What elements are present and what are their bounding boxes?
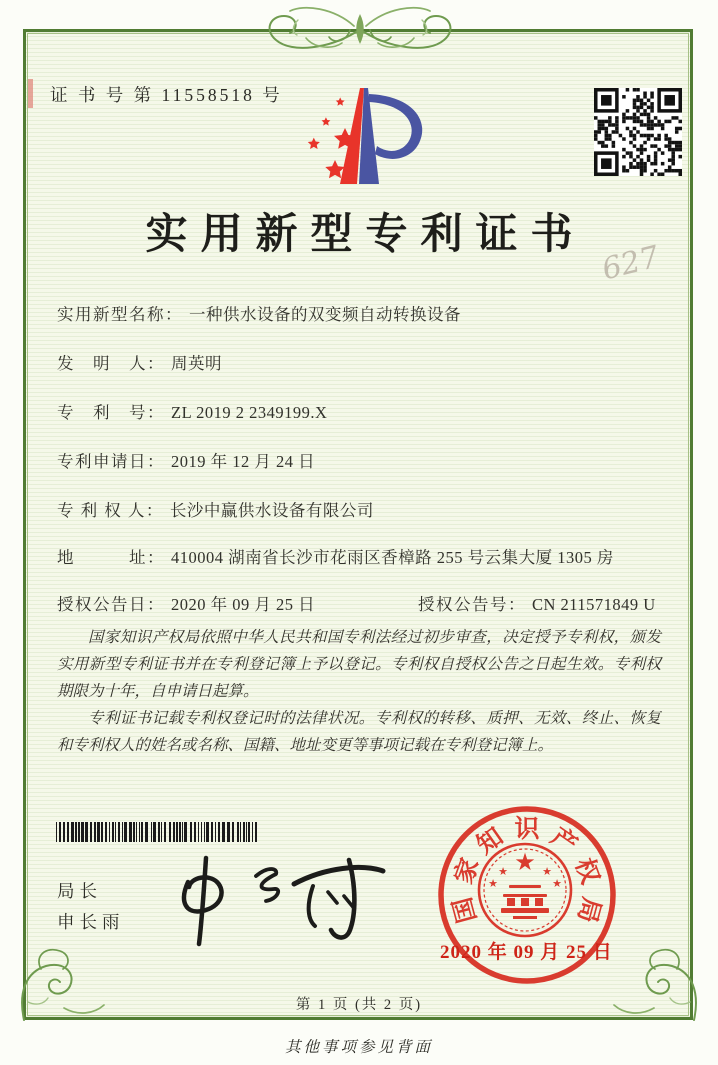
field-grant-row — [57, 593, 663, 616]
seal-char: 权 — [569, 854, 604, 888]
legal-text — [57, 624, 661, 759]
scan-artifact-mark — [28, 79, 33, 108]
page-number: 第 1 页 (共 2 页) — [295, 997, 423, 1013]
qr-code-icon — [594, 88, 682, 176]
field-label: 发 明 人： — [57, 354, 165, 373]
director-title: 局长 — [57, 881, 102, 901]
field-value: CN 211571849 U — [532, 595, 656, 614]
field-inventor — [57, 352, 663, 375]
certificate-title: 实用新型专利证书 — [145, 212, 586, 258]
seal-date: 2020 年 09 月 25 日 — [440, 942, 613, 963]
pencil-note: 627 — [598, 239, 663, 288]
field-label: 专利申请日： — [57, 452, 165, 471]
field-label: 授权公告号： — [418, 595, 526, 614]
field-grant-number — [418, 593, 656, 616]
director-name: 申长雨 — [57, 912, 125, 932]
national-emblem-icon — [479, 844, 571, 936]
seal-char: 识 — [514, 816, 540, 843]
back-side-note: 其他事项参见背面 — [284, 1039, 433, 1056]
field-value: ZL 2019 2 2349199.X — [171, 403, 328, 422]
legal-paragraph-1: 国家知识产权局依照中华人民共和国专利法经过初步审查，决定授予专利权，颁发实用新型专利证书并在专利登记簿上予以登记。专利权自授权公告之日起生效。专利权期限为十年，自申请日起算。 — [57, 629, 661, 700]
field-filing-date — [57, 450, 663, 473]
svg-text:★: ★ — [514, 850, 536, 876]
svg-text:★: ★ — [552, 878, 562, 890]
seal-char: 家 — [450, 854, 485, 888]
seal-char: 国 — [449, 894, 482, 926]
field-label: 授权公告日： — [57, 595, 165, 614]
barcode-icon — [56, 822, 260, 842]
field-label: 专 利 权 人： — [57, 501, 164, 520]
field-label: 地 址： — [57, 548, 165, 567]
cnipa-logo-icon — [285, 80, 437, 194]
field-label: 专 利 号： — [57, 403, 165, 422]
field-value: 2020 年 09 月 25 日 — [171, 595, 316, 614]
director-signature-autograph-icon — [176, 854, 394, 948]
seal-char: 知 — [472, 823, 509, 860]
field-label: 实用新型名称： — [57, 305, 183, 324]
field-patent-number — [57, 401, 663, 424]
director-block — [57, 876, 125, 938]
field-utility-model-name — [57, 303, 663, 326]
field-value: 一种供水设备的双变频自动转换设备 — [189, 305, 461, 324]
field-value: 410004 湖南省长沙市花雨区香樟路 255 号云集大厦 1305 房 — [171, 548, 614, 567]
svg-text:★: ★ — [488, 878, 498, 890]
field-value: 长沙中赢供水设备有限公司 — [169, 501, 374, 520]
field-address — [57, 546, 663, 569]
field-patentee — [57, 499, 663, 522]
certificate-number: 证 书 号 第 11558518 号 — [50, 85, 283, 105]
field-value: 周英明 — [171, 354, 222, 373]
legal-paragraph-2: 专利证书记载专利权登记时的法律状况。专利权的转移、质押、无效、终止、恢复和专利权人的姓名或名称、国籍、地址变更等事项记载在专利登记簿上。 — [57, 710, 661, 754]
field-value: 2019 年 12 月 24 日 — [171, 452, 316, 471]
seal-char: 局 — [572, 894, 605, 926]
svg-text:★: ★ — [542, 866, 552, 878]
seal-char: 产 — [545, 823, 582, 860]
svg-text:★: ★ — [498, 866, 508, 878]
